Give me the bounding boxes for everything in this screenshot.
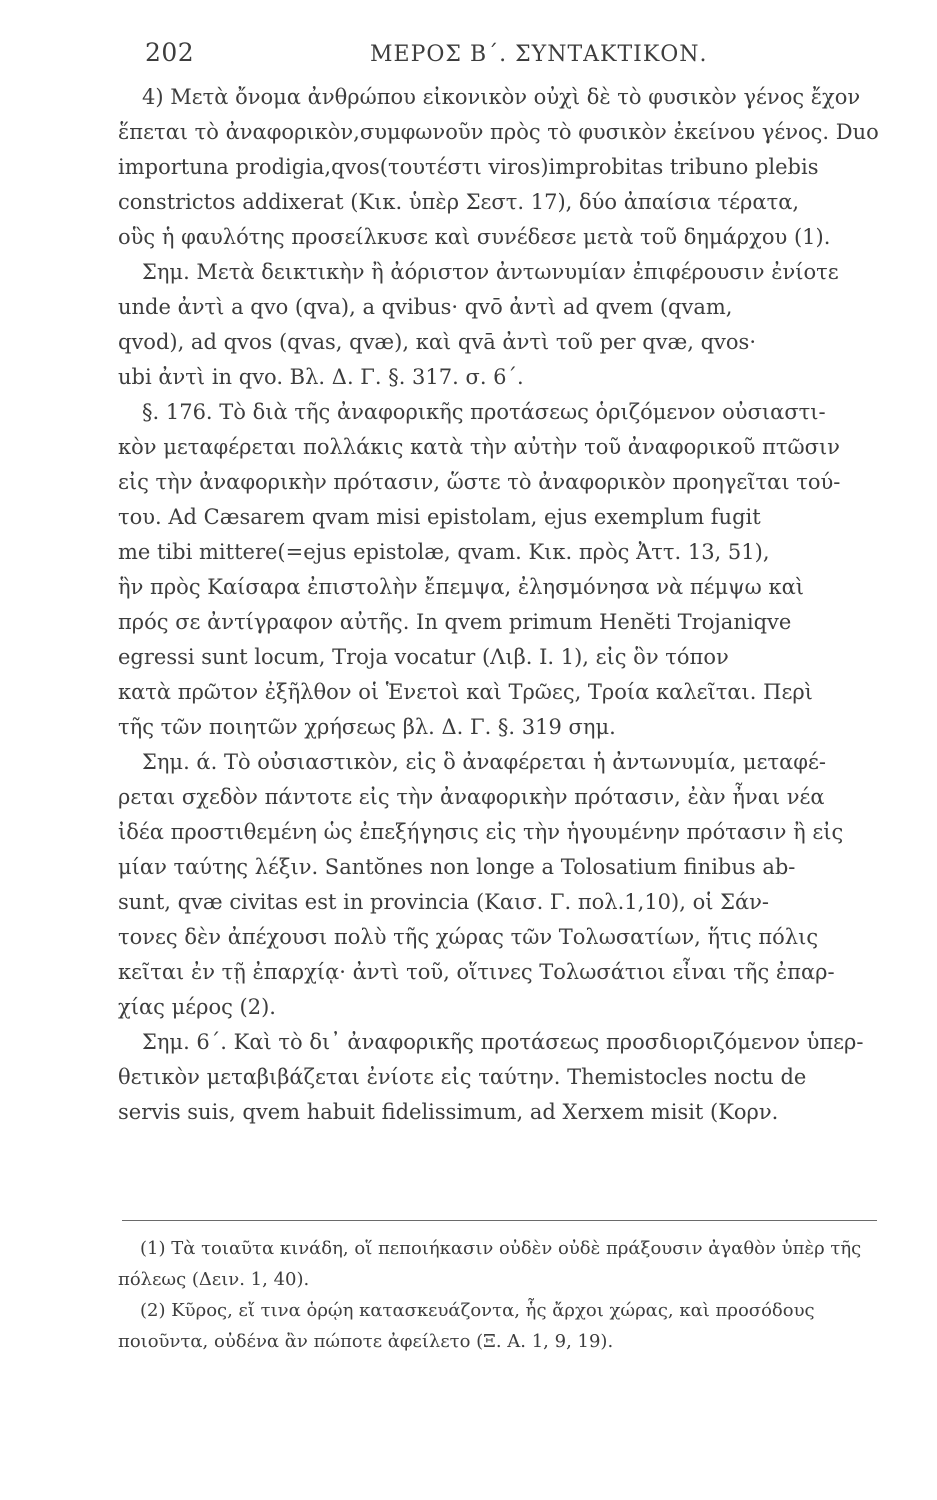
footnote-rule bbox=[122, 1220, 877, 1221]
text-line: §. 176. Τὸ διὰ τῆς ἀναφορικῆς προτάσεως ὁριζόμενον οὐσιαστι- bbox=[142, 400, 826, 424]
footnotes bbox=[118, 1233, 880, 1357]
text-line: Σημ. Μετὰ δεικτικὴν ἢ ἀόριστον ἀντωνυμίαν ἐπιφέρουσιν ἐνίοτε bbox=[142, 260, 839, 284]
text-line: του. Ad Cæsarem qvam misi epistolam, ejus exemplum fugit bbox=[118, 505, 761, 529]
text-line: egressi sunt locum, Troja vocatur (Λιβ. Ι. 1), εἰς ὃν τόπον bbox=[118, 645, 729, 669]
page-number: 202 bbox=[145, 38, 195, 67]
text-line: constrictos addixerat (Κικ. ὑπὲρ Σεστ. 17), δύο ἀπαίσια τέρατα, bbox=[118, 190, 800, 214]
text-line: sunt, qvæ civitas est in provincia (Καισ. Γ. πολ.1,10), οἱ Σάν- bbox=[118, 890, 770, 914]
text-line: Σημ. ά. Τὸ οὐσιαστικὸν, εἰς ὃ ἀναφέρεται ἡ ἀντωνυμία, μεταφέ- bbox=[142, 750, 826, 774]
text-line: κατὰ πρῶτον ἐξῆλθον οἱ Ἑνετοὶ καὶ Τρῶες, Τροία καλεῖται. Περὶ bbox=[118, 680, 813, 704]
text-line: unde ἀντὶ a qvo (qva), a qvibus· qvō ἀντὶ ad qvem (qvam, bbox=[118, 295, 733, 319]
text-line: qvod), ad qvos (qvas, qvæ), καὶ qvā ἀντὶ τοῦ per qvæ, qvos· bbox=[118, 330, 756, 354]
text-line: πρός σε ἀντίγραφον αὐτῆς. In qvem primum Henĕti Trojaniqve bbox=[118, 610, 792, 634]
text-line: Σημ. 6΄. Καὶ τὸ δι᾽ ἀναφορικῆς προτάσεως προσδιοριζόμενον ὑπερ- bbox=[142, 1030, 864, 1054]
text-line: τονες δὲν ἀπέχουσι πολὺ τῆς χώρας τῶν Τολωσατίων, ἥτις πόλις bbox=[118, 925, 819, 949]
text-line: me tibi mittere(=ejus epistolæ, qvam. Κικ. πρὸς Ἀττ. 13, 51), bbox=[118, 540, 770, 564]
text-line: servis suis, qvem habuit fidelissimum, ad Xerxem misit (Κορν. bbox=[118, 1100, 779, 1124]
text-line: εἰς τὴν ἀναφορικὴν πρότασιν, ὥστε τὸ ἀναφορικὸν προηγεῖται τού- bbox=[118, 470, 841, 494]
text-line: θετικὸν μεταβιβάζεται ἐνίοτε εἰς ταύτην. Themistocles noctu de bbox=[118, 1065, 807, 1089]
text-line: κὸν μεταφέρεται πολλάκις κατὰ τὴν αὐτὴν τοῦ ἀναφορικοῦ πτῶσιν bbox=[118, 435, 840, 459]
text-line: χίας μέρος (2). bbox=[118, 995, 276, 1019]
text-line: μίαν ταύτης λέξιν. Santŏnes non longe a Tolosatium finibus ab- bbox=[118, 855, 796, 879]
text-line: τῆς τῶν ποιητῶν χρήσεως βλ. Δ. Γ. §. 319 σημ. bbox=[118, 715, 616, 739]
running-head: ΜΕΡΟΣ Β΄. ΣΥΝΤΑΚΤΙΚΟΝ. bbox=[370, 42, 708, 67]
text-line: οὓς ἡ φαυλότης προσείλκυσε καὶ συνέδεσε μετὰ τοῦ δημάρχου (1). bbox=[118, 225, 831, 249]
text-line: importuna prodigia,qvos(τουτέστι viros)improbitas tribuno plebis bbox=[118, 155, 819, 179]
text-line: κεῖται ἐν τῇ ἐπαρχίᾳ· ἀντὶ τοῦ, οἵτινες Τολωσάτιοι εἶναι τῆς ἐπαρ- bbox=[118, 960, 835, 984]
text-line: ἕπεται τὸ ἀναφορικὸν,συμφωνοῦν πρὸς τὸ φυσικὸν ἐκείνου γένος. Duo bbox=[118, 120, 879, 144]
text-line: ρεται σχεδὸν πάντοτε εἰς τὴν ἀναφορικὴν πρότασιν, ἐὰν ἦναι νέα bbox=[118, 785, 825, 809]
page-header bbox=[145, 38, 865, 78]
footnote-line: ποιοῦντα, οὐδένα ἂν πώποτε ἀφείλετο (Ξ. Α. 1, 9, 19). bbox=[118, 1331, 614, 1352]
footnote-line: (1) Τὰ τοιαῦτα κινάδη, οἵ πεποιήκασιν οὐδὲν οὐδὲ πράξουσιν ἀγαθὸν ὑπὲρ τῆς bbox=[140, 1238, 862, 1259]
footnote-line: πόλεως (Δειν. 1, 40). bbox=[118, 1269, 310, 1290]
text-line: ἣν πρὸς Καίσαρα ἐπιστολὴν ἔπεμψα, ἐλησμόνησα νὰ πέμψω καὶ bbox=[118, 575, 804, 599]
footnote-line: (2) Κῦρος, εἴ τινα ὁρῴη κατασκευάζοντα, ἧς ἄρχοι χώρας, καὶ προσόδους bbox=[140, 1300, 815, 1321]
text-line: ubi ἀντὶ in qvo. Βλ. Δ. Γ. §. 317. σ. 6΄. bbox=[118, 365, 524, 389]
text-line: ἰδέα προστιθεμένη ὡς ἐπεξήγησις εἰς τὴν ἡγουμένην πρότασιν ἢ εἰς bbox=[118, 820, 844, 844]
text-line: 4) Μετὰ ὄνομα ἀνθρώπου εἰκονικὸν οὐχὶ δὲ τὸ φυσικὸν γένος ἔχον bbox=[142, 85, 861, 109]
body-text bbox=[118, 80, 880, 1130]
